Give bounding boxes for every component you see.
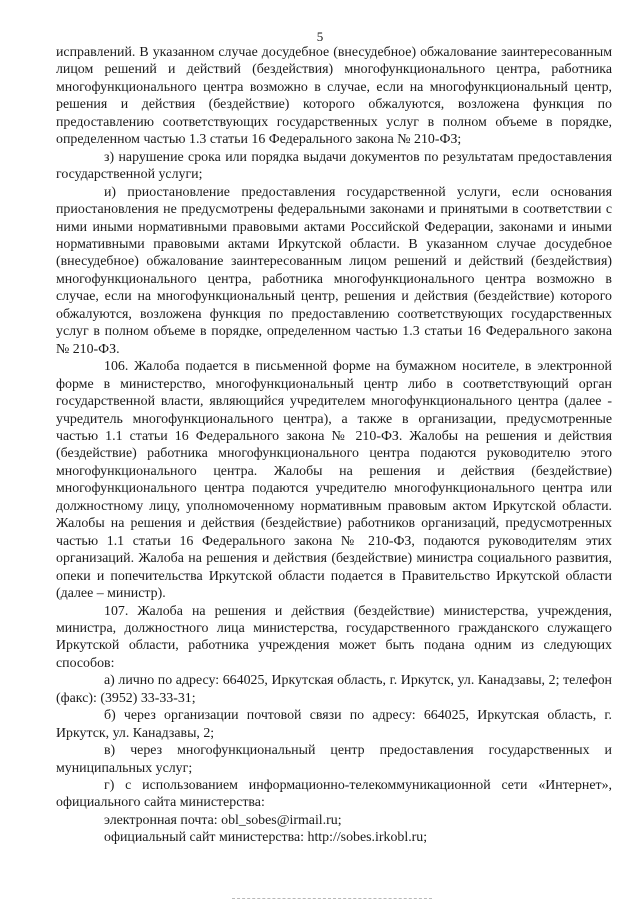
paragraph-continuation: исправлений. В указанном случае досудебное (внесудебное) обжалование заинтересованным лицом решений и действий (бездействия) многофункционального центра, работника многофункционального центра возможно в случае, если на многофункциональный центр, решения и действия (бездействие) которого обжалуются, возложена функция по предоставлению соответствующих государственных услуг в полном объеме в порядке, определенном частью 1.3 статьи 16 Федерального закона № 210-ФЗ; xyxy=(56,45,612,148)
paragraph-item-g: г) с использованием информационно-телекоммуникационной сети «Интернет», официального сайта министерства: xyxy=(56,778,612,811)
document-body xyxy=(56,44,612,847)
website-line: официальный сайт министерства: http://sobes.irkobl.ru; xyxy=(104,830,428,846)
paragraph-107: 107. Жалоба на решения и действия (бездействие) министерства, учреждения, министра, должностного лица министерства, государственного гражданского служащего Иркутской области, работника учреждения может быть подана одним из следующих способов: xyxy=(56,603,612,671)
paragraph-item-i: и) приостановление предоставления государственной услуги, если основания приостановления не предусмотрены федеральными законами и принятыми в соответствии с ними иными нормативными правовыми актами Российской Федерации, законами и иными нормативными правовыми актами Иркутской области. В указанном случае досудебное (внесудебное) обжалование заинтересованным лицом решений и действий (бездействия) многофункционального центра, работника многофункционального центра возможно в случае, если на многофункциональный центр, решения и действия (бездействие) которого обжалуются, возложена функция по предоставлению соответствующих государственных услуг в полном объеме в порядке, определенном частью 1.3 статьи 16 Федерального закона № 210-ФЗ. xyxy=(56,184,612,357)
email-line: электронная почта: obl_sobes@irmail.ru; xyxy=(104,812,342,828)
paragraph-item-v: в) через многофункциональный центр предоставления государственных и муниципальных услуг; xyxy=(56,743,612,776)
bottom-divider xyxy=(232,898,432,899)
paragraph-item-z: з) нарушение срока или порядка выдачи документов по результатам предоставления государственной услуги; xyxy=(56,149,612,183)
paragraph-106: 106. Жалоба подается в письменной форме на бумажном носителе, в электронной форме в министерство, многофункциональный центр либо в соответствующий орган государственной власти, являющийся учредителем многофункционального центра (далее - учредитель многофункционального центра), а также в организации, предусмотренные частью 1.1 статьи 16 Федерального закона № 210-ФЗ. Жалобы на решения и действия (бездействие) работника многофункционального центра подаются руководителю этого многофункционального центра. Жалобы на решения и действия (бездействие) многофункционального центра подаются учредителю многофункционального центра или должностному лицу, уполномоченному нормативным правовым актом Иркутской области. Жалобы на решения и действия (бездействие) работников организаций, предусмотренных частью 1.1 статьи 16 Федерального закона № 210-ФЗ, подаются руководителям этих организаций. Жалоба на решения и действия (бездействие) министра социального развития, опеки и попечительства Иркутской области подается в Правительство Иркутской области (далее – министр). xyxy=(56,359,612,602)
paragraph-item-a: а) лично по адресу: 664025, Иркутская область, г. Иркутск, ул. Канадзавы, 2; телефон (факс): (3952) 33-33-31; xyxy=(56,673,612,706)
paragraph-item-b: б) через организации почтовой связи по адресу: 664025, Иркутская область, г. Иркутск, ул. Канадзавы, 2; xyxy=(56,708,612,741)
page-number: 5 xyxy=(316,29,324,44)
